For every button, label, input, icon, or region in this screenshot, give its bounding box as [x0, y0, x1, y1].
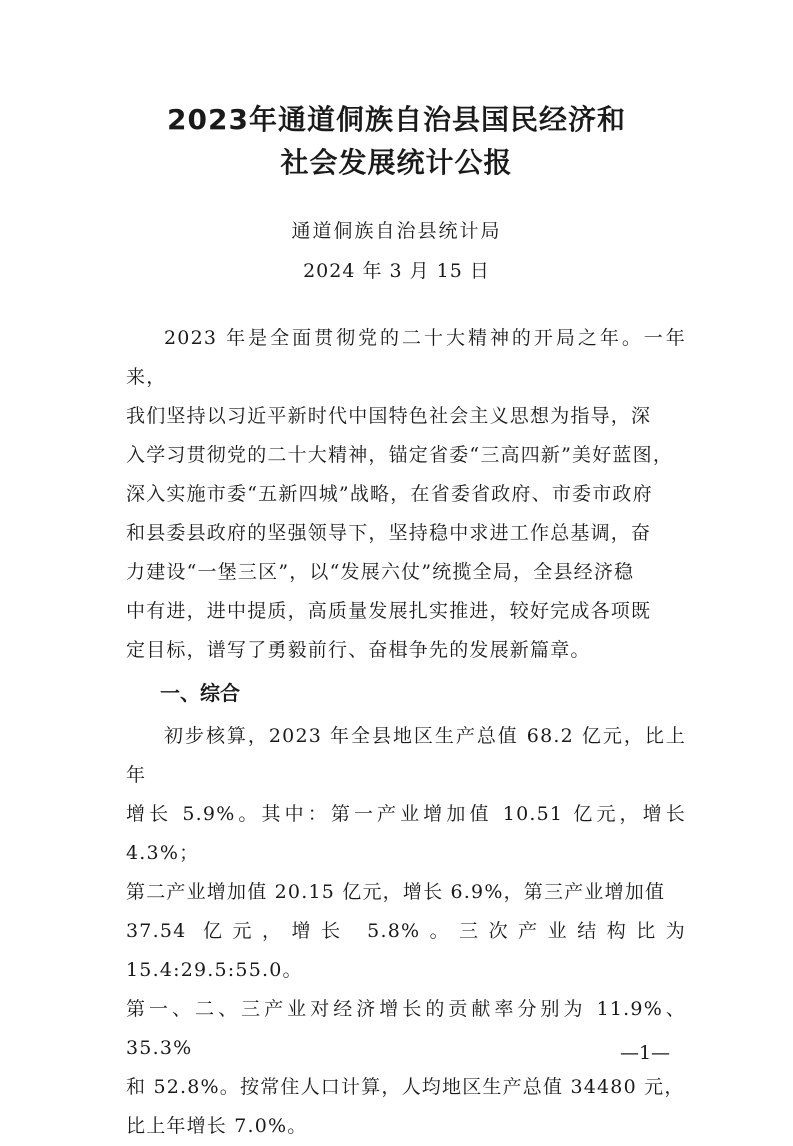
issuing-agency: 通道侗族自治县统计局 [291, 220, 502, 242]
page-number: —1— [619, 1042, 671, 1064]
overview-paragraph: 初步核算，2023 年全县地区生产总值 68.2 亿元，比上年 增长 5.9%。其中：第一产业增加值 10.51 亿元，增长 4.3%； 第二产业增加值 20.15 亿元，增长 6.9%，第三产业增加值 37.54 亿元，增长 5.8%。三次产业结构比为 15.4:29.5:55.0。 第一、二、三产业对经济增长的贡献率分别为 11.9%、35.3% 和 52.8%。按常住人口计算，人均地区生产总值 34480 元， 比上年增长 7.0%。 [126, 725, 686, 1137]
section-heading-overview: 一、综合 [160, 681, 240, 705]
report-title-line2: 社会发展统计公报 [280, 146, 513, 179]
intro-paragraph: 2023 年是全面贯彻党的二十大精神的开局之年。一年来， 我们坚持以习近平新时代中国特色社会主义思想为指导，深 入学习贯彻党的二十大精神，锚定省委“三高四新”美好蓝图， 深入实施市委“五新四城”战略，在省委省政府、市委市政府 和县委县政府的坚强领导下，坚持稳中求进工作总基调，奋 力建设“一堡三区”，以“发展六仗”统揽全局，全县经济稳 中有进，进中提质，高质量发展扎实推进，较好完成各项既 定目标，谱写了勇毅前行、奋楫争先的发展新篇章。 [126, 327, 686, 661]
publish-date: 2024 年 3 月 15 日 [303, 260, 490, 282]
report-title-line1: 2023年通道侗族自治县国民经济和 [167, 103, 626, 136]
